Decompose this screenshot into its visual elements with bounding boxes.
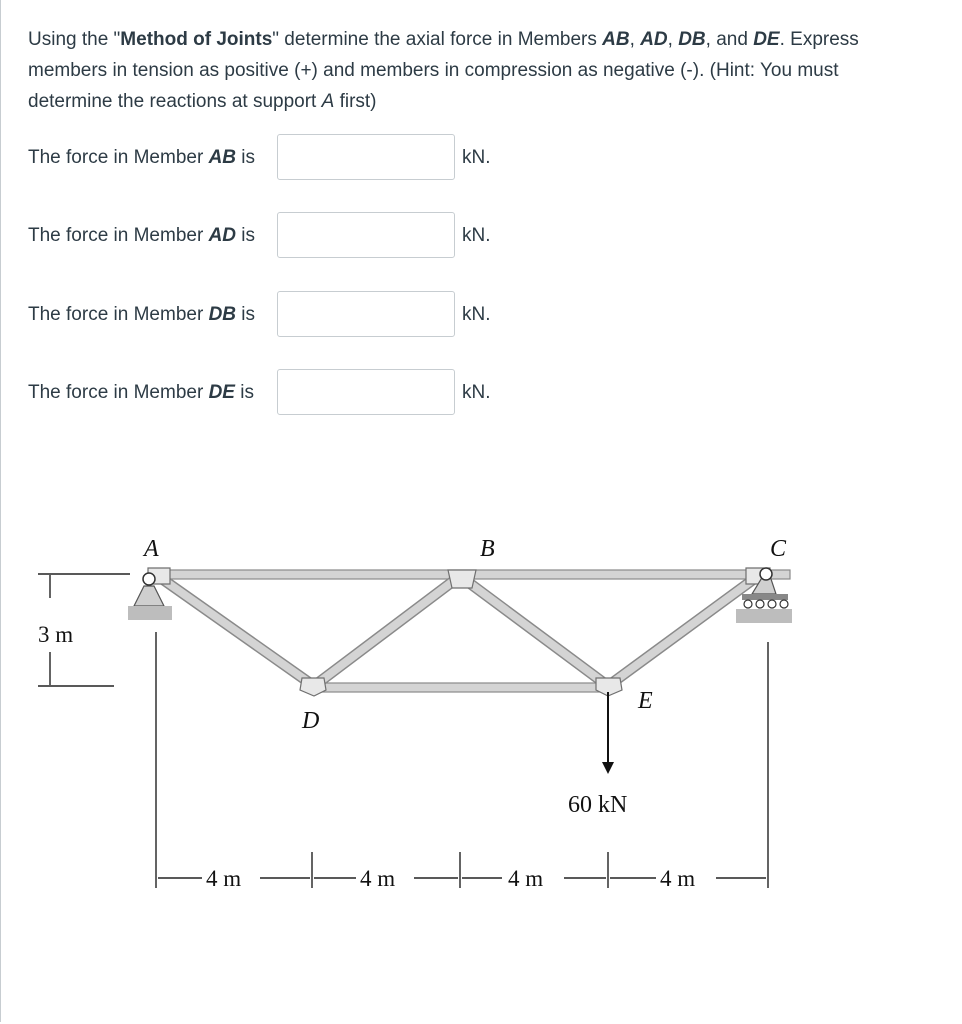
answer-label-ad: The force in Member AD is bbox=[28, 225, 256, 246]
load-arrow bbox=[602, 692, 614, 774]
joint-label-d: D bbox=[302, 708, 320, 734]
truss-diagram bbox=[30, 452, 810, 922]
span-label-4: 4 m bbox=[660, 866, 696, 891]
span-dimension bbox=[156, 632, 768, 888]
member-ad-fill bbox=[158, 576, 314, 686]
answer-label-ab: The force in Member AB is bbox=[28, 147, 256, 168]
height-label: 3 m bbox=[38, 622, 74, 647]
span-label-2: 4 m bbox=[360, 866, 396, 891]
ground-hatch-a bbox=[128, 606, 172, 620]
member-db-fill bbox=[314, 576, 460, 686]
joint-label-c: C bbox=[770, 536, 787, 562]
member-ec-fill bbox=[608, 576, 758, 686]
unit-label: kN. bbox=[462, 147, 491, 168]
answer-label-db: The force in Member DB is bbox=[28, 304, 256, 325]
span-label-1: 4 m bbox=[206, 866, 242, 891]
span-label-3: 4 m bbox=[508, 866, 544, 891]
member-be-fill bbox=[460, 576, 608, 686]
truss-members bbox=[156, 570, 790, 692]
answer-label-de: The force in Member DE is bbox=[28, 382, 254, 403]
gusset-d bbox=[300, 678, 326, 696]
force-ad-input[interactable] bbox=[277, 212, 455, 258]
joint-label-b: B bbox=[480, 536, 495, 562]
unit-label: kN. bbox=[462, 382, 491, 403]
force-de-input[interactable] bbox=[277, 369, 455, 415]
force-ab-input[interactable] bbox=[277, 134, 455, 180]
unit-label: kN. bbox=[462, 225, 491, 246]
joint-label-a: A bbox=[144, 536, 159, 562]
question-text: Using the "Method of Joints" determine the axial force in Members AB, AD, DB, and DE. Express members in tension as positive (+) and members in compression as negative (-). (Hint: You must determine the reactions at support A first) bbox=[28, 29, 859, 112]
load-label: 60 kN bbox=[568, 792, 628, 818]
ground-hatch-c bbox=[736, 609, 792, 623]
gusset-b bbox=[448, 570, 476, 588]
joint-label-e: E bbox=[638, 688, 653, 714]
unit-label: kN. bbox=[462, 304, 491, 325]
member-de bbox=[312, 683, 610, 692]
force-db-input[interactable] bbox=[277, 291, 455, 337]
